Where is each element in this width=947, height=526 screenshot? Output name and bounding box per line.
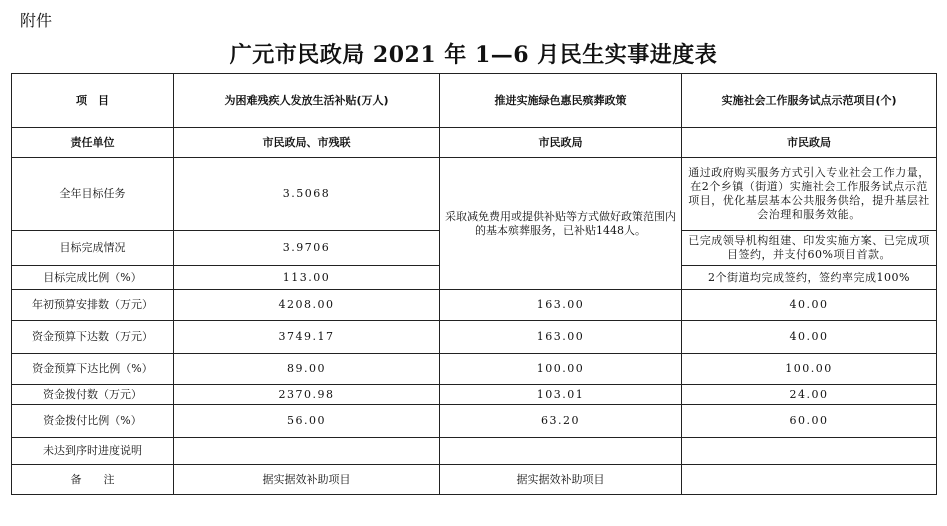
- budget-issued-ratio-col1: 89.00: [174, 354, 440, 385]
- budget-initial-col1: 4208.00: [174, 290, 440, 321]
- annual-target-row: [12, 158, 937, 231]
- budget-issued-ratio-col3: 100.00: [682, 354, 937, 385]
- document-title: 广元市民政局 2021 年 1—6 月民生实事进度表: [229, 42, 718, 68]
- completion-ratio-col1: 113.00: [174, 266, 440, 290]
- budget-issued-col2: 163.00: [440, 321, 682, 354]
- header-item: 项 目: [12, 74, 174, 128]
- annual-target-col3: 通过政府购买服务方式引入专业社会工作力量，在2个乡镇（街道）实施社会工作服务试点示范项目，优化基层基本公共服务供给，提升基层社会治理和服务效能。: [682, 158, 937, 231]
- remarks-col1: 据实据效补助项目: [174, 465, 440, 495]
- budget-initial-col2: 163.00: [440, 290, 682, 321]
- funds-paid-ratio-col1: 56.00: [174, 405, 440, 438]
- responsible-col3: 市民政局: [682, 128, 937, 158]
- header-disability-subsidy: 为困难残疾人发放生活补贴(万人): [174, 74, 440, 128]
- progress-note-col1: [174, 438, 440, 465]
- funds-paid-col2: 103.01: [440, 385, 682, 405]
- remarks-col2: 据实据效补助项目: [440, 465, 682, 495]
- funds-paid-row: [12, 385, 937, 405]
- completion-ratio-label: 目标完成比例（%）: [12, 266, 174, 290]
- budget-issued-row: [12, 321, 937, 354]
- completion-ratio-col3: 2个街道均完成签约，签约率完成100%: [682, 266, 937, 290]
- funeral-policy-description: 采取减免费用或提供补贴等方式做好政策范围内的基本殡葬服务，已补贴1448人。: [440, 158, 682, 290]
- funds-paid-col3: 24.00: [682, 385, 937, 405]
- budget-issued-ratio-row: [12, 354, 937, 385]
- funds-paid-ratio-label: 资金拨付比例（%）: [12, 405, 174, 438]
- progress-note-col3: [682, 438, 937, 465]
- budget-issued-col3: 40.00: [682, 321, 937, 354]
- budget-issued-ratio-label: 资金预算下达比例（%）: [12, 354, 174, 385]
- budget-initial-row: [12, 290, 937, 321]
- responsible-col1: 市民政局、市残联: [174, 128, 440, 158]
- header-social-work-project: 实施社会工作服务试点示范项目(个): [682, 74, 937, 128]
- funds-paid-ratio-row: [12, 405, 937, 438]
- progress-note-col2: [440, 438, 682, 465]
- progress-note-row: [12, 438, 937, 465]
- annual-target-label: 全年目标任务: [12, 158, 174, 231]
- completion-label: 目标完成情况: [12, 231, 174, 266]
- progress-table: [11, 73, 937, 495]
- header-funeral-policy: 推进实施绿色惠民殡葬政策: [440, 74, 682, 128]
- funds-paid-ratio-col2: 63.20: [440, 405, 682, 438]
- attachment-label: 附件: [20, 11, 53, 30]
- budget-initial-label: 年初预算安排数（万元）: [12, 290, 174, 321]
- remarks-row: [12, 465, 937, 495]
- completion-col1: 3.9706: [174, 231, 440, 266]
- remarks-col3: [682, 465, 937, 495]
- progress-note-label: 未达到序时进度说明: [12, 438, 174, 465]
- funds-paid-label: 资金拨付数（万元）: [12, 385, 174, 405]
- remarks-label: 备 注: [12, 465, 174, 495]
- header-row: [12, 74, 937, 128]
- funds-paid-ratio-col3: 60.00: [682, 405, 937, 438]
- budget-initial-col3: 40.00: [682, 290, 937, 321]
- funds-paid-col1: 2370.98: [174, 385, 440, 405]
- responsible-label: 责任单位: [12, 128, 174, 158]
- responsible-col2: 市民政局: [440, 128, 682, 158]
- budget-issued-col1: 3749.17: [174, 321, 440, 354]
- responsible-row: [12, 128, 937, 158]
- budget-issued-label: 资金预算下达数（万元）: [12, 321, 174, 354]
- budget-issued-ratio-col2: 100.00: [440, 354, 682, 385]
- annual-target-col1: 3.5068: [174, 158, 440, 231]
- completion-col3: 已完成领导机构组建、印发实施方案、已完成项目签约，并支付60%项目首款。: [682, 231, 937, 266]
